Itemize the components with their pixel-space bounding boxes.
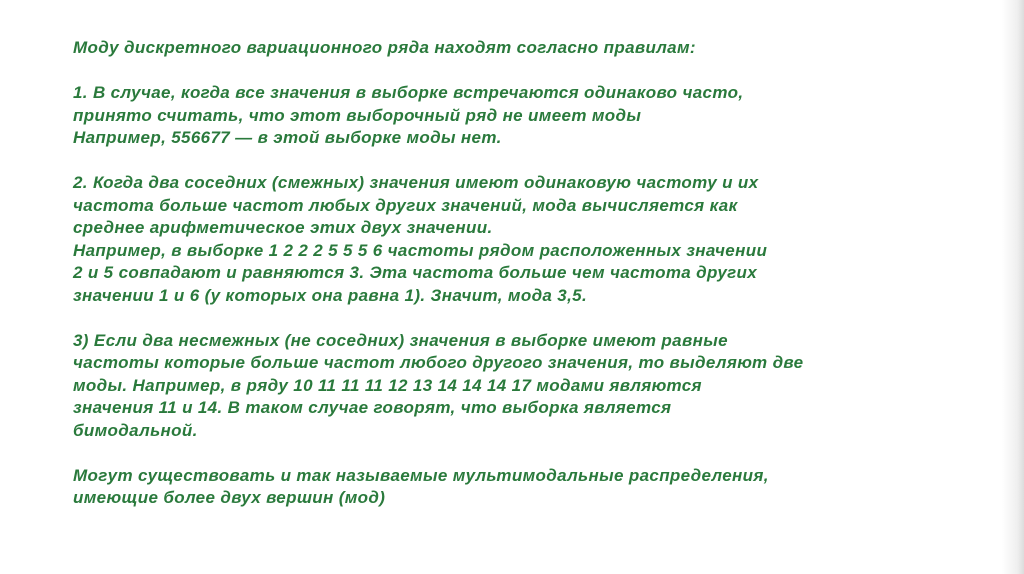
rule-3-line: 3) Если два несмежных (не соседних) значения в выборке имеют равные [73, 330, 728, 350]
paragraph-gap [73, 150, 953, 173]
intro-line: Моду дискретного вариационного ряда находят согласно правилам: [73, 38, 696, 57]
rule-1-paragraph [73, 82, 953, 150]
closing-paragraph [73, 465, 953, 510]
rule-3-line: бимодальной. [73, 420, 198, 440]
paragraph-gap [73, 60, 953, 83]
rule-2-line: 2. Когда два соседних (смежных) значения имеют одинаковую частоту и их [73, 173, 759, 192]
paragraph-gap [73, 442, 953, 465]
rule-3-line: значения 11 и 14. В таком случае говорят, что выборка является [73, 398, 672, 417]
page-edge-shadow [1002, 0, 1024, 574]
rule-2-example-line: значении 1 и 6 (у которых она равна 1). Значит, мода 3,5. [73, 285, 588, 305]
rule-1-example-line: Например, 556677 — в этой выборке моды нет. [73, 128, 502, 147]
rule-3-paragraph [73, 330, 953, 443]
paragraph-gap [73, 307, 953, 330]
rule-2-example-line: Например, в выборке 1 2 2 2 5 5 5 6 частоты рядом расположенных значении [73, 240, 768, 260]
rule-3-line: частоты которые больше частот любого другого значения, то выделяют две [73, 353, 804, 372]
slide-text-body [73, 37, 953, 510]
rule-1-line: принято считать, что этот выборочный ряд не имеет моды [73, 105, 642, 125]
rule-2-paragraph [73, 172, 953, 307]
rule-3-line: моды. Например, в ряду 10 11 11 11 12 13 14 14 14 17 модами являются [73, 375, 702, 395]
rule-2-example-line: 2 и 5 совпадают и равняются 3. Эта частота больше чем частота других [73, 263, 758, 282]
rule-2-line: среднее арифметическое этих двух значении. [73, 218, 493, 237]
closing-line: имеющие более двух вершин (мод) [73, 488, 386, 507]
closing-line: Могут существовать и так называемые мультимодальные распределения, [73, 465, 769, 485]
rule-1-line: 1. В случае, когда все значения в выборке встречаются одинаково часто, [73, 83, 744, 102]
rule-2-line: частота больше частот любых других значений, мода вычисляется как [73, 195, 738, 215]
